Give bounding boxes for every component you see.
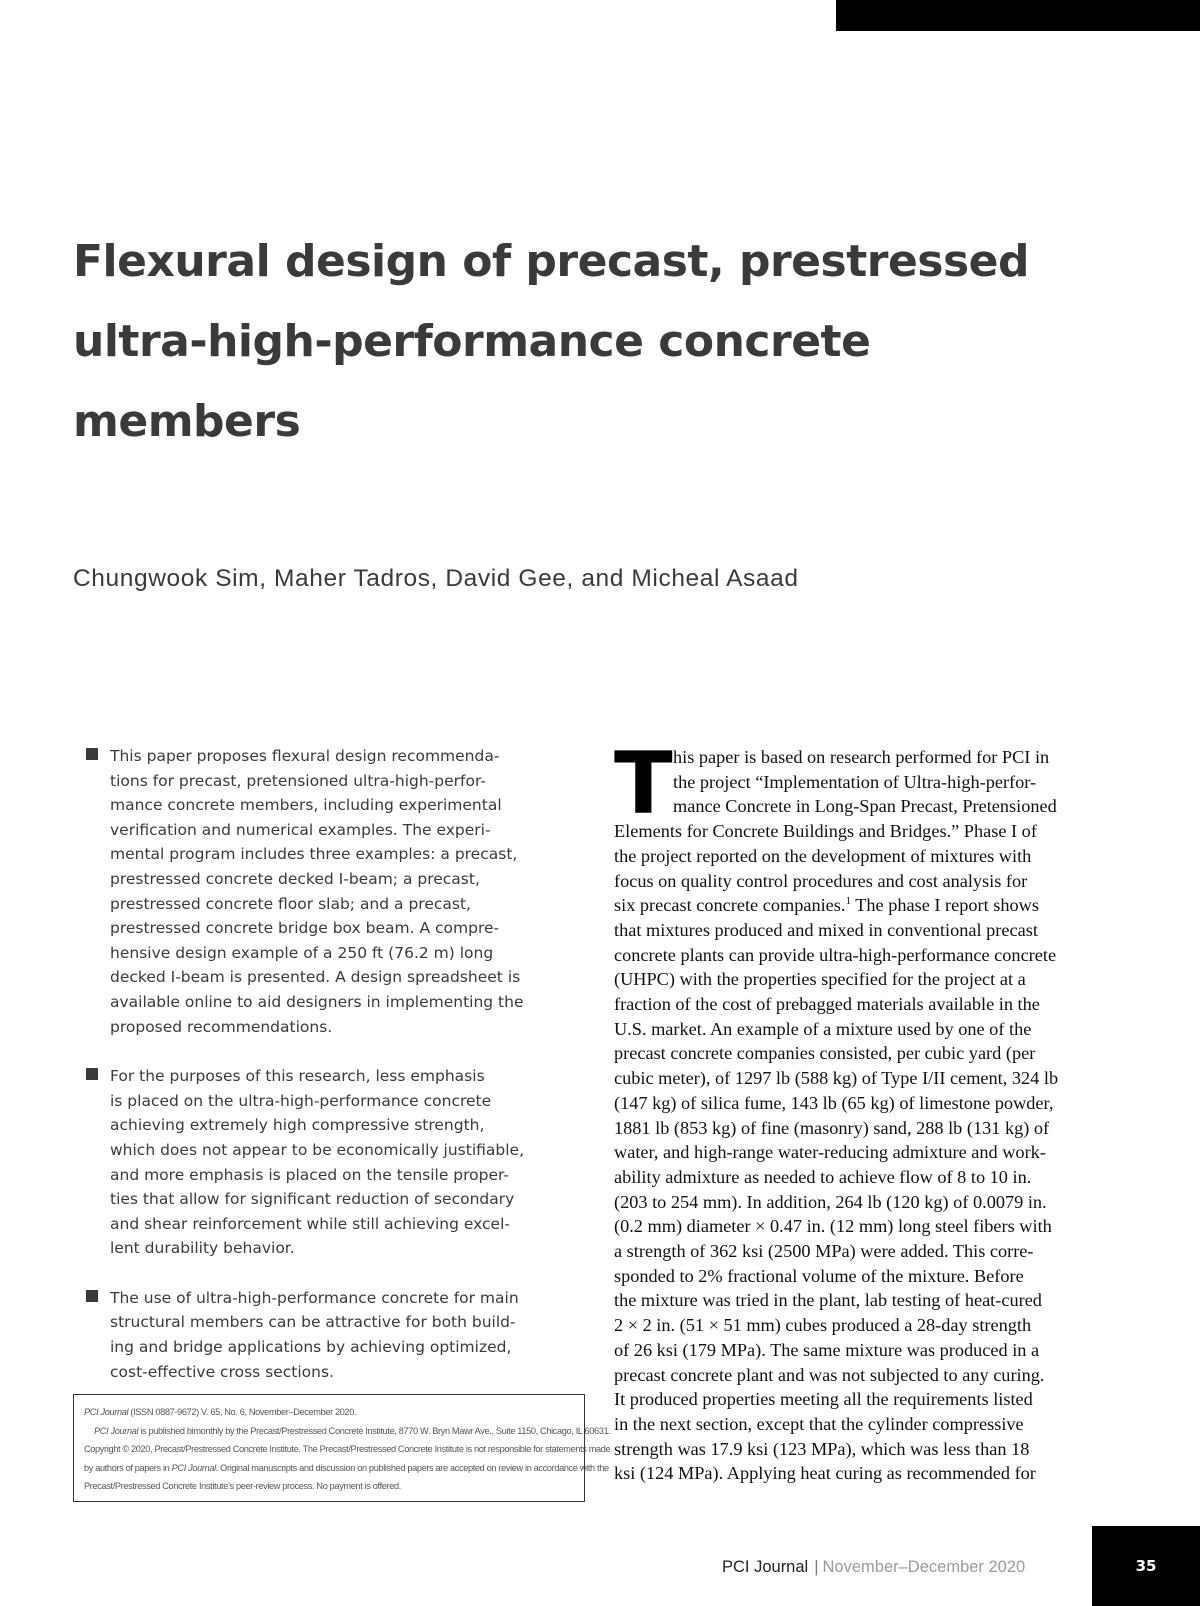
summary-bullet-list	[86, 744, 586, 1409]
page-number: 35	[1092, 1526, 1200, 1606]
bullet-text-line: and more emphasis is placed on the tensile proper-	[110, 1165, 510, 1184]
bullet-text-line: is placed on the ultra-high-performance concrete	[110, 1091, 492, 1110]
journal-name: PCI Journal	[171, 1462, 216, 1473]
bullet-text-line: mental program includes three examples: a precast,	[110, 845, 518, 864]
journal-name: PCI Journal	[84, 1407, 129, 1417]
footer-journal-name: PCI Journal	[722, 1558, 809, 1576]
body-line: that mixtures produced and mixed in conventional precast	[614, 919, 1038, 940]
page-footer	[722, 1558, 1025, 1577]
bullet-text-line: proposed recommendations.	[110, 1017, 333, 1036]
body-line: water, and high-range water-reducing admixture and work-	[614, 1142, 1046, 1163]
body-line: of 26 ksi (179 MPa). The same mixture was produced in a	[614, 1339, 1040, 1360]
square-bullet-icon	[86, 1068, 98, 1080]
bullet-text-line: decked I-beam is presented. A design spreadsheet is	[110, 968, 521, 987]
body-line	[614, 893, 1134, 918]
body-line: It produced properties meeting all the requirements listed	[614, 1389, 1033, 1410]
body-line: sponded to 2% fractional volume of the mixture. Before	[614, 1265, 1024, 1286]
bullet-text-line: cost-effective cross sections.	[110, 1362, 334, 1381]
body-line: precast concrete companies consisted, per cubic yard (per	[614, 1043, 1036, 1064]
body-line: concrete plants can provide ultra-high-performance concrete	[614, 944, 1057, 965]
info-line	[84, 1403, 578, 1422]
body-line: mance Concrete in Long-Span Precast, Pretensioned	[673, 796, 1057, 817]
body-line: ability admixture as needed to achieve flow of 8 to 10 in.	[614, 1166, 1032, 1187]
body-line: his paper is based on research performed for PCI in	[673, 747, 1050, 767]
body-line: 2 × 2 in. (51 × 51 mm) cubes produced a 28-day strength	[614, 1315, 1032, 1336]
body-line: fraction of the cost of prebagged materials available in the	[614, 994, 1040, 1015]
body-line: (147 kg) of silica fume, 143 lb (65 kg) of limestone powder,	[614, 1092, 1054, 1113]
publication-info-box	[73, 1394, 611, 1502]
body-text: The phase I report shows	[850, 895, 1039, 916]
bullet-text-line: achieving extremely high compressive strength,	[110, 1116, 485, 1135]
body-line: (0.2 mm) diameter × 0.47 in. (12 mm) long steel fibers with	[614, 1216, 1052, 1237]
summary-bullet	[86, 1286, 586, 1384]
bullet-text-line: and shear reinforcement while still achieving excel-	[110, 1214, 510, 1233]
bullet-text-line: tions for precast, pretensioned ultra-high-perfor-	[110, 771, 486, 790]
bullet-text-line: lent durability behavior.	[110, 1239, 295, 1258]
bullet-text-line: mance concrete members, including experimental	[110, 796, 502, 815]
reference-number: 1	[845, 895, 851, 908]
info-text: by authors of papers in	[84, 1462, 172, 1473]
square-bullet-icon	[86, 1290, 98, 1302]
body-line: cubic meter), of 1297 lb (588 kg) of Type I/II cement, 324 lb	[614, 1068, 1059, 1089]
bullet-text-line: which does not appear to be economically justifiable,	[110, 1140, 524, 1159]
info-line: Precast/Prestressed Concrete Institute’s peer-review process. No payment is offered.	[84, 1481, 401, 1492]
summary-bullet	[86, 1064, 586, 1261]
info-text: . Original manuscripts and discussion on published papers are accepted on review in accordance with the	[215, 1462, 609, 1473]
bullet-text-line: The use of ultra-high-performance concrete for main	[110, 1288, 519, 1307]
title-line: Flexural design of precast, prestressed	[73, 236, 1029, 287]
bullet-text-line: prestressed concrete decked I-beam; a precast,	[110, 869, 480, 888]
body-line: strength was 17.9 ksi (123 MPa), which was less than 18	[614, 1438, 1030, 1459]
body-line: a strength of 362 ksi (2500 MPa) were added. This corre-	[614, 1241, 1034, 1262]
bullet-text-line: structural members can be attractive for both build-	[110, 1313, 516, 1332]
info-text: (ISSN 0887-9672) V. 65, No. 6, November–December 2020.	[128, 1407, 357, 1417]
author-list: Chungwook Sim, Maher Tadros, David Gee, and Micheal Asaad	[73, 565, 799, 592]
body-line: Elements for Concrete Buildings and Bridges.” Phase I of	[614, 821, 1037, 842]
drop-cap: T	[614, 734, 673, 834]
bullet-text-line: available online to aid designers in implementing the	[110, 992, 524, 1011]
info-line: Copyright © 2020, Precast/Prestressed Concrete Institute. The Precast/Prestressed Concrete Institute is not responsible for statements made	[84, 1444, 611, 1455]
body-line: the project “Implementation of Ultra-high-perfor-	[673, 771, 1037, 792]
bullet-text-line: ties that allow for significant reduction of secondary	[110, 1190, 515, 1209]
body-text: six precast concrete companies.	[614, 895, 846, 916]
body-line: U.S. market. An example of a mixture used by one of the	[614, 1018, 1032, 1039]
bullet-text-line: For the purposes of this research, less emphasis	[110, 1067, 485, 1086]
summary-bullet	[86, 744, 586, 1039]
square-bullet-icon	[86, 748, 98, 760]
bullet-text-line: hensive design example of a 250 ft (76.2 m) long	[110, 943, 494, 962]
body-line: (UHPC) with the properties specified for the project at a	[614, 969, 1026, 990]
bullet-text-line: This paper proposes flexural design recommenda-	[110, 747, 500, 765]
body-line: (203 to 254 mm). In addition, 264 lb (120 kg) of 0.0079 in.	[614, 1191, 1047, 1212]
journal-name: PCI Journal	[94, 1425, 139, 1436]
top-decorative-bar	[836, 0, 1200, 31]
footer-separator: |	[814, 1558, 819, 1576]
body-line: precast concrete plant and was not subjected to any curing.	[614, 1364, 1045, 1385]
bullet-text-line: prestressed concrete floor slab; and a precast,	[110, 894, 471, 913]
info-line	[84, 1459, 609, 1478]
body-line: in the next section, except that the cylinder compressive	[614, 1413, 1024, 1434]
title-line: ultra-high-performance concrete	[73, 316, 871, 367]
body-line: the project reported on the development of mixtures with	[614, 845, 1032, 866]
body-line: focus on quality control procedures and cost analysis for	[614, 870, 1028, 891]
body-line: ksi (124 MPa). Applying heat curing as recommended for	[614, 1463, 1036, 1484]
info-line	[84, 1422, 611, 1441]
title-line: members	[73, 396, 301, 447]
bullet-text-line: verification and numerical examples. The experi-	[110, 820, 491, 839]
article-title	[73, 222, 1133, 462]
info-text: is published bimonthly by the Precast/Prestressed Concrete Institute, 8770 W. Bryn Mawr Ave., Suite 1150, Chicago, IL 60631.	[138, 1425, 611, 1436]
body-line: 1881 lb (853 kg) of fine (masonry) sand, 288 lb (131 kg) of	[614, 1117, 1050, 1138]
body-text-column	[614, 734, 1134, 1486]
body-line: the mixture was tried in the plant, lab testing of heat-cured	[614, 1290, 1042, 1311]
bullet-text-line: prestressed concrete bridge box beam. A compre-	[110, 919, 500, 938]
footer-issue-date: November–December 2020	[822, 1558, 1026, 1576]
bullet-text-line: ing and bridge applications by achieving optimized,	[110, 1338, 512, 1357]
